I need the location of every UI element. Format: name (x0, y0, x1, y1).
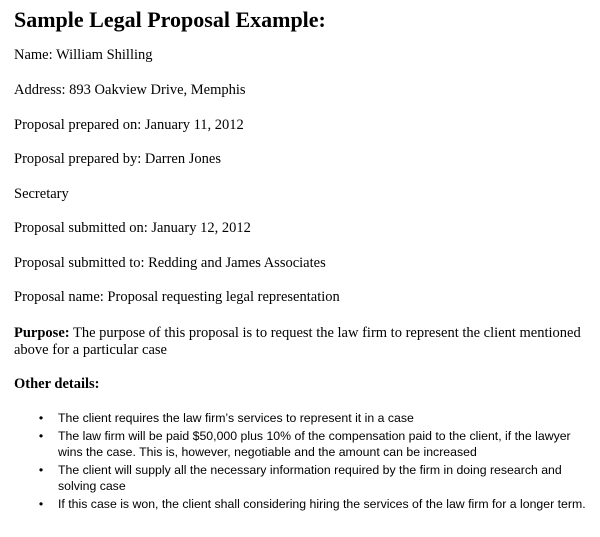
list-item (14, 428, 594, 461)
list-item-text: The client requires the law firm’s services to represent it in a case (58, 411, 414, 425)
other-details-list (14, 410, 594, 513)
list-item (14, 496, 594, 513)
purpose-text: The purpose of this proposal is to request the law firm to represent the client mentioned above for a particular case (14, 325, 581, 358)
list-item (14, 462, 594, 495)
document-title: Sample Legal Proposal Example: (14, 7, 326, 32)
address-field: Address: 893 Oakview Drive, Memphis (14, 82, 246, 98)
purpose-paragraph (14, 325, 584, 359)
prepared-by-field: Proposal prepared by: Darren Jones (14, 151, 221, 167)
other-details-heading: Other details: (14, 376, 100, 392)
bullet-icon: • (38, 496, 44, 511)
preparer-role: Secretary (14, 186, 69, 202)
bullet-icon: • (38, 462, 44, 477)
list-item-text: The client will supply all the necessary information required by the firm in doing research and solving case (58, 462, 562, 493)
purpose-label: Purpose: (14, 325, 70, 341)
list-item (14, 410, 594, 427)
bullet-icon: • (38, 411, 44, 425)
bullet-icon: • (38, 428, 44, 443)
submitted-on-field: Proposal submitted on: January 12, 2012 (14, 220, 251, 236)
list-item-text: If this case is won, the client shall considering hiring the services of the law firm for a longer term. (58, 496, 586, 511)
submitted-to-field: Proposal submitted to: Redding and James Associates (14, 255, 326, 271)
name-field: Name: William Shilling (14, 47, 153, 63)
list-item-text: The law firm will be paid $50,000 plus 10% of the compensation paid to the client, if the lawyer wins the case. This is, however, negotiable and the amount can be increased (58, 428, 571, 459)
prepared-on-field: Proposal prepared on: January 11, 2012 (14, 117, 244, 133)
proposal-name-field: Proposal name: Proposal requesting legal representation (14, 289, 340, 305)
